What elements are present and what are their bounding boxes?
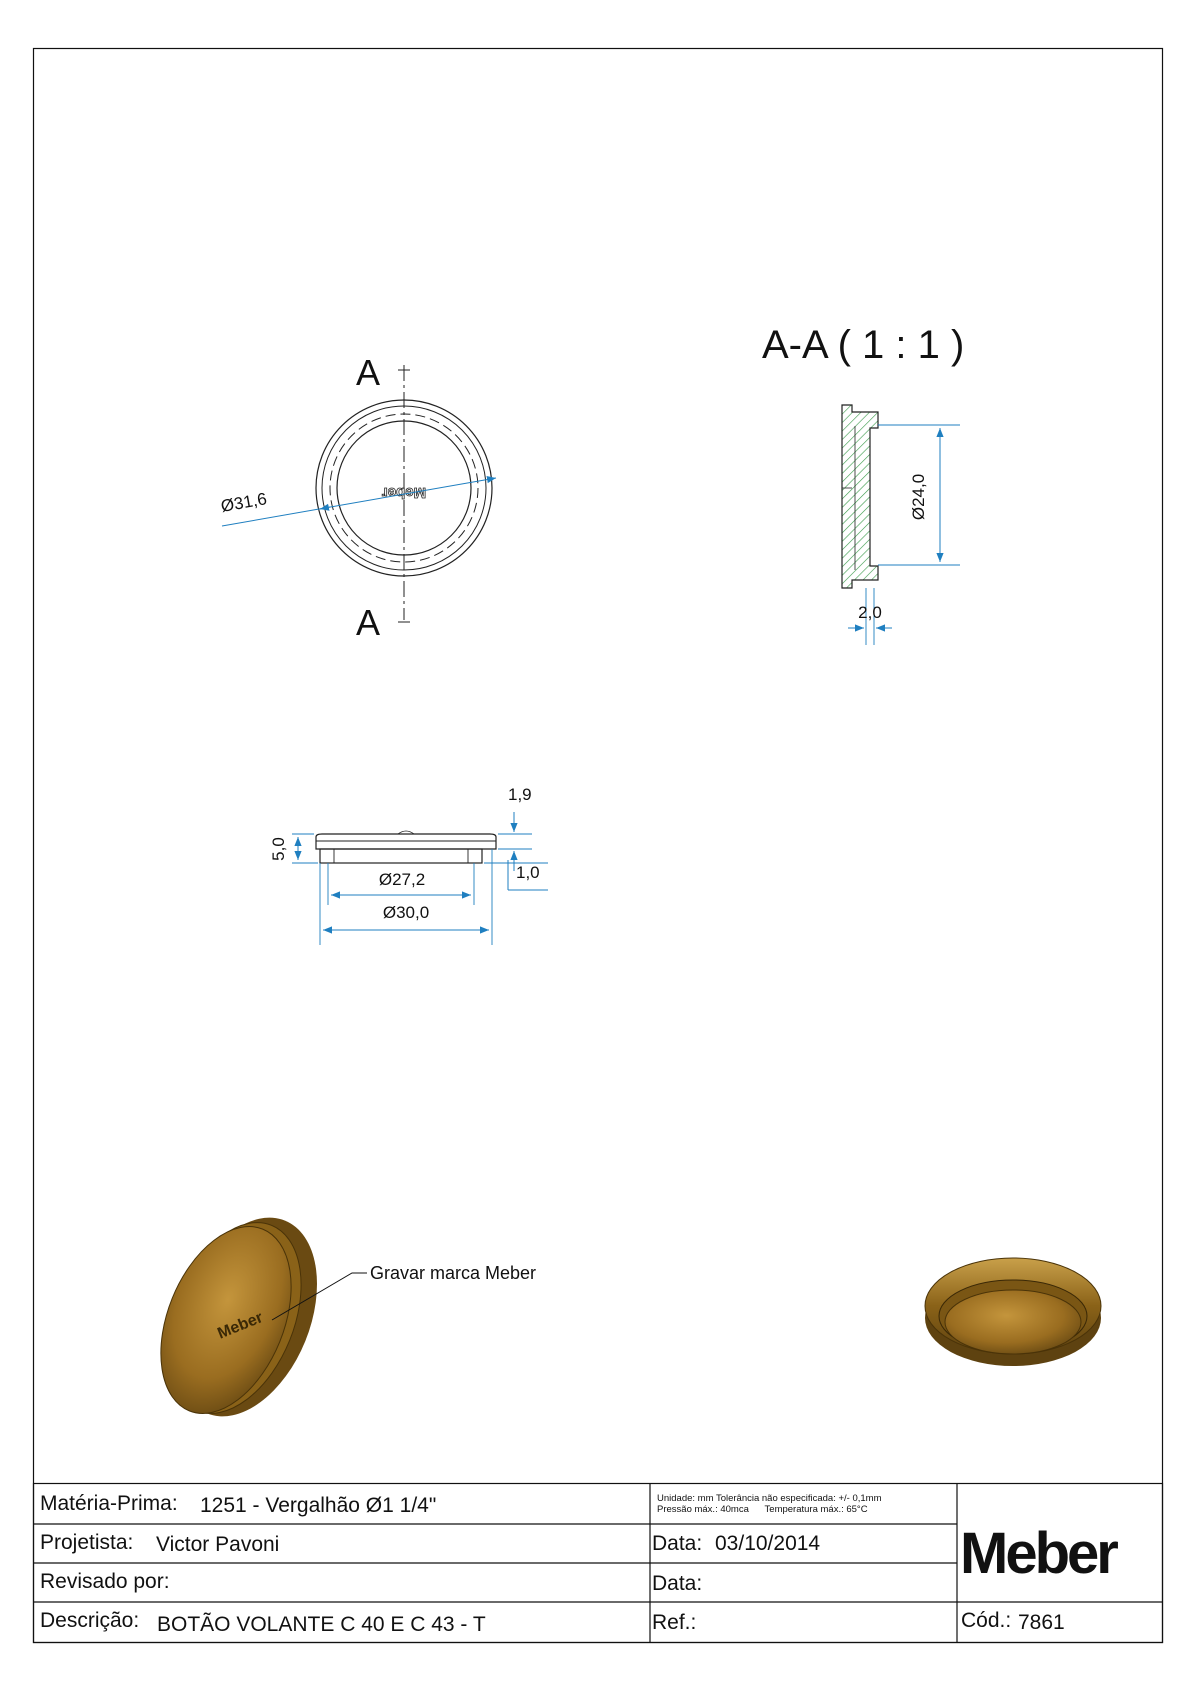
iso-view-back: [925, 1258, 1101, 1366]
dim-1-9: 1,9: [508, 785, 532, 804]
section-view: [762, 323, 964, 645]
section-profile: [842, 405, 878, 588]
side-view: [269, 785, 548, 945]
description-value: BOTÃO VOLANTE C 40 E C 43 - T: [157, 1613, 486, 1636]
material-label: Matéria-Prima:: [40, 1492, 178, 1515]
dim-diameter-27-2: Ø27,2: [378, 870, 426, 889]
designer-label: Projetista:: [40, 1531, 134, 1554]
front-view: [219, 352, 496, 643]
dim-thickness-2: 2,0: [858, 603, 882, 622]
front-engraving-icon: Meber: [381, 484, 427, 501]
ref-label: Ref.:: [652, 1611, 697, 1634]
material-value: 1251 - Vergalhão Ø1 1/4": [200, 1494, 437, 1517]
section-label-top: A: [356, 352, 381, 393]
dim-diameter-30: Ø30,0: [382, 903, 430, 922]
notes-line-1: Unidade: mm Tolerância não especificada: +/- 0,1mm: [657, 1493, 882, 1504]
dim-diameter-24: Ø24,0: [909, 473, 928, 521]
dim-diameter-31-6: Ø31,6: [219, 489, 269, 516]
iso-engraving: Meber: [215, 1309, 266, 1343]
description-label: Descrição:: [40, 1609, 140, 1632]
dim-1-0: 1,0: [516, 863, 540, 882]
iso-view-front: [136, 1197, 537, 1438]
dim-height-5: 5,0: [269, 837, 288, 861]
date1-label: Data:: [652, 1532, 703, 1555]
section-title: A-A ( 1 : 1 ): [762, 323, 965, 367]
notes-line-2: Pressão máx.: 40mca Temperatura máx.: 65°C: [657, 1504, 868, 1515]
reviewed-label: Revisado por:: [40, 1570, 170, 1593]
meber-logo: Meber: [960, 1521, 1116, 1586]
side-cap: [316, 834, 496, 849]
code-value: 7861: [1018, 1611, 1065, 1634]
designer-value: Victor Pavoni: [156, 1533, 280, 1556]
date2-label: Data:: [652, 1572, 703, 1595]
section-label-bottom: A: [356, 602, 381, 643]
date1-value: 03/10/2014: [715, 1532, 821, 1555]
side-spigot: [320, 849, 482, 863]
code-label: Cód.:: [961, 1609, 1012, 1632]
engraving-note: Gravar marca Meber: [370, 1263, 537, 1283]
